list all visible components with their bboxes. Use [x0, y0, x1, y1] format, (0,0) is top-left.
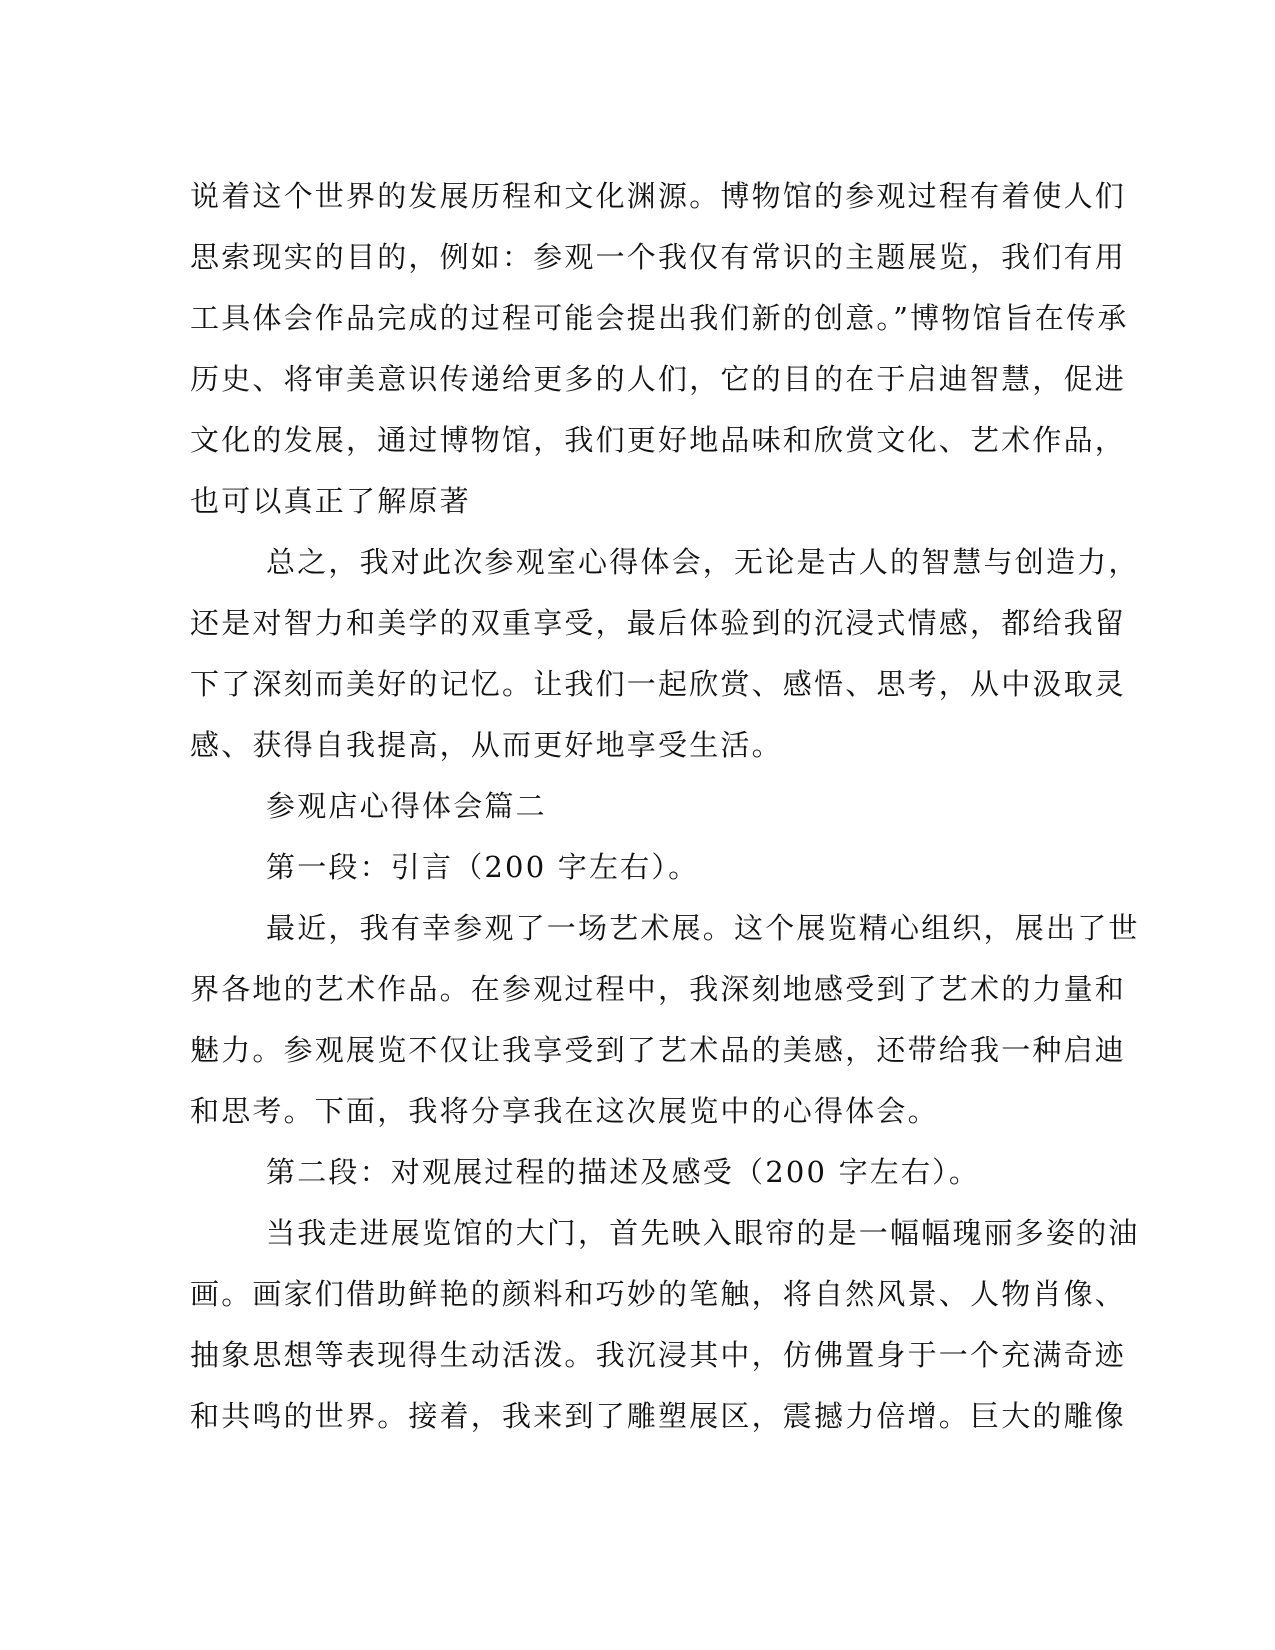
- paragraph-heading: 第一段：引言（200 字左右）。: [266, 850, 700, 884]
- text-line: 最近，我有幸参观了一场艺术展。这个展览精心组织，展出了世: [266, 911, 1140, 945]
- text-line: 思索现实的目的，例如：参观一个我仅有常识的主题展览，我们有用: [190, 240, 1127, 274]
- text-line: 历史、将审美意识传递给更多的人们，它的目的在于启迪智慧，促进: [190, 362, 1127, 396]
- text-line: 下了深刻而美好的记忆。让我们一起欣赏、感悟、思考，从中汲取灵: [190, 667, 1127, 701]
- text-line: 还是对智力和美学的双重享受，最后体验到的沉浸式情感，都给我留: [190, 606, 1127, 640]
- text-line: 和思考。下面，我将分享我在这次展览中的心得体会。: [190, 1094, 939, 1128]
- text-line: 画。画家们借助鲜艳的颜料和巧妙的笔触，将自然风景、人物肖像、: [190, 1277, 1127, 1311]
- text-line: 和共鸣的世界。接着，我来到了雕塑展区，震撼力倍增。巨大的雕像: [190, 1399, 1127, 1433]
- paragraph-heading: 第二段：对观展过程的描述及感受（200 字左右）。: [266, 1155, 981, 1189]
- text-line: 感、获得自我提高，从而更好地享受生活。: [190, 728, 783, 762]
- text-line: 魅力。参观展览不仅让我享受到了艺术品的美感，还带给我一种启迪: [190, 1033, 1127, 1067]
- text-line: 当我走进展览馆的大门，首先映入眼帘的是一幅幅瑰丽多姿的油: [266, 1216, 1140, 1250]
- text-line: 抽象思想等表现得生动活泼。我沉浸其中，仿佛置身于一个充满奇迹: [190, 1338, 1127, 1372]
- section-heading: 参观店心得体会篇二: [266, 789, 547, 823]
- text-line: 也可以真正了解原著: [190, 484, 471, 518]
- document-body: [190, 166, 1140, 1447]
- text-line: 文化的发展，通过博物馆，我们更好地品味和欣赏文化、艺术作品，: [190, 423, 1127, 457]
- text-line: 工具体会作品完成的过程可能会提出我们新的创意。”博物馆旨在传承: [190, 301, 1129, 335]
- text-line: 说着这个世界的发展历程和文化渊源。博物馆的参观过程有着使人们: [190, 179, 1127, 213]
- text-line: 总之，我对此次参观室心得体会，无论是古人的智慧与创造力，: [266, 545, 1140, 579]
- text-line: 界各地的艺术作品。在参观过程中，我深刻地感受到了艺术的力量和: [190, 972, 1127, 1006]
